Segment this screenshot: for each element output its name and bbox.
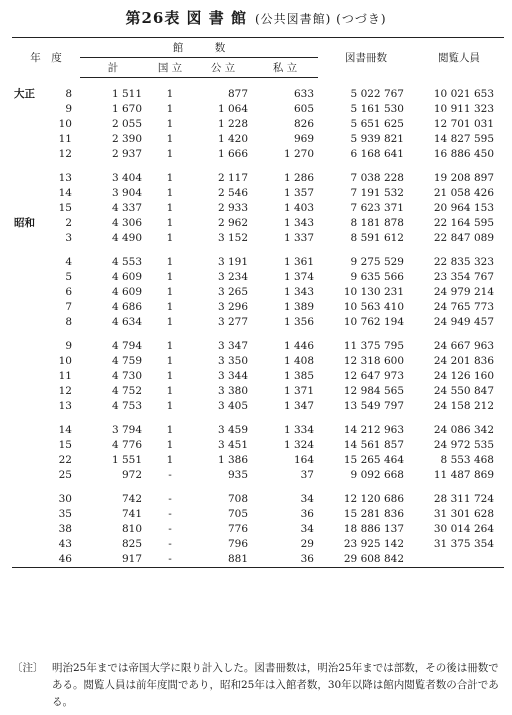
year-cell: 5 bbox=[65, 271, 72, 283]
era-cell bbox=[12, 147, 42, 162]
era-cell bbox=[12, 507, 42, 522]
table-row bbox=[12, 384, 504, 399]
era-cell bbox=[12, 117, 42, 132]
header-libraries: 館 数 bbox=[80, 38, 318, 58]
total-cell: 2 937 bbox=[111, 148, 142, 160]
era-cell bbox=[12, 270, 42, 285]
national-cell: 1 bbox=[166, 88, 174, 100]
year-cell: 4 bbox=[65, 256, 72, 268]
national-cell: - bbox=[168, 508, 172, 520]
national-cell: 1 bbox=[166, 271, 174, 283]
year-cell: 35 bbox=[58, 508, 72, 520]
readers-cell: 30 014 264 bbox=[433, 523, 494, 535]
public-cell: 3 234 bbox=[217, 271, 248, 283]
table-row bbox=[12, 201, 504, 216]
year-cell: 14 bbox=[58, 424, 72, 436]
era-cell bbox=[12, 171, 42, 186]
readers-cell: 8 553 468 bbox=[440, 454, 494, 466]
national-cell: 1 bbox=[166, 301, 174, 313]
total-cell: 972 bbox=[121, 469, 142, 481]
total-cell: 4 634 bbox=[111, 316, 142, 328]
public-cell: 3 296 bbox=[217, 301, 248, 313]
era-cell bbox=[12, 369, 42, 384]
readers-cell: 19 208 897 bbox=[433, 172, 494, 184]
era-cell bbox=[12, 285, 42, 300]
total-cell: 4 776 bbox=[111, 439, 142, 451]
year-cell: 15 bbox=[58, 439, 72, 451]
private-cell: 1 374 bbox=[283, 271, 314, 283]
national-cell: 1 bbox=[166, 355, 174, 367]
books-cell: 5 022 767 bbox=[350, 88, 404, 100]
year-cell: 22 bbox=[58, 454, 72, 466]
private-cell: 1 371 bbox=[283, 385, 314, 397]
public-cell: 3 265 bbox=[217, 286, 248, 298]
readers-cell: 16 886 450 bbox=[433, 148, 494, 160]
national-cell: 1 bbox=[166, 103, 174, 115]
total-cell: 2 390 bbox=[111, 133, 142, 145]
public-cell: 2 546 bbox=[217, 187, 248, 199]
year-cell: 13 bbox=[58, 172, 72, 184]
readers-cell: 22 164 595 bbox=[433, 217, 494, 229]
books-cell: 6 168 641 bbox=[350, 148, 404, 160]
national-cell: 1 bbox=[166, 286, 174, 298]
group-spacer bbox=[12, 483, 504, 492]
private-cell: 1 385 bbox=[283, 370, 314, 382]
books-cell: 11 375 795 bbox=[343, 340, 404, 352]
private-cell: 34 bbox=[300, 523, 314, 535]
public-cell: 3 451 bbox=[217, 439, 248, 451]
private-cell: 1 403 bbox=[283, 202, 314, 214]
total-cell: 810 bbox=[121, 523, 142, 535]
private-cell: 1 389 bbox=[283, 301, 314, 313]
table-row bbox=[12, 255, 504, 270]
books-cell: 5 651 625 bbox=[350, 118, 404, 130]
total-cell: 4 730 bbox=[111, 370, 142, 382]
year-cell: 9 bbox=[65, 340, 72, 352]
books-cell: 9 635 566 bbox=[350, 271, 404, 283]
era-cell bbox=[12, 201, 42, 216]
readers-cell: 20 964 153 bbox=[433, 202, 494, 214]
national-cell: 1 bbox=[166, 400, 174, 412]
private-cell: 34 bbox=[300, 493, 314, 505]
total-cell: 742 bbox=[121, 493, 142, 505]
year-cell: 46 bbox=[42, 552, 80, 568]
readers-cell: 24 201 836 bbox=[433, 355, 494, 367]
readers-cell: 24 972 535 bbox=[433, 439, 494, 451]
year-cell: 11 bbox=[58, 370, 72, 382]
total-cell: 4 337 bbox=[111, 202, 142, 214]
table-title bbox=[0, 7, 512, 28]
table-row bbox=[12, 285, 504, 300]
total-cell: 4 609 bbox=[111, 271, 142, 283]
public-cell: 877 bbox=[227, 88, 248, 100]
table-row bbox=[12, 537, 504, 552]
total-cell: 2 055 bbox=[111, 118, 142, 130]
private-cell: 1 270 bbox=[283, 148, 314, 160]
books-cell: 8 591 612 bbox=[350, 232, 404, 244]
readers-cell: 14 827 595 bbox=[433, 133, 494, 145]
era-cell bbox=[12, 399, 42, 414]
readers-cell: 28 311 724 bbox=[433, 493, 494, 505]
year-cell: 10 bbox=[58, 355, 72, 367]
era-cell bbox=[12, 492, 42, 507]
readers-cell: 24 765 773 bbox=[433, 301, 494, 313]
readers-cell: 24 158 212 bbox=[433, 400, 494, 412]
readers-cell: 11 487 869 bbox=[433, 469, 494, 481]
total-cell: 917 bbox=[80, 552, 146, 568]
public-cell: 1 420 bbox=[217, 133, 248, 145]
year-cell: 2 bbox=[65, 217, 72, 229]
national-cell: - bbox=[168, 538, 172, 550]
year-cell: 38 bbox=[58, 523, 72, 535]
year-cell: 12 bbox=[58, 148, 72, 160]
group-spacer bbox=[12, 162, 504, 171]
books-cell: 7 191 532 bbox=[350, 187, 404, 199]
era-cell: 大正 bbox=[14, 88, 35, 100]
era-cell bbox=[12, 300, 42, 315]
readers-cell: 10 021 653 bbox=[433, 88, 494, 100]
public-cell: 1 064 bbox=[217, 103, 248, 115]
private-cell: 1 356 bbox=[283, 316, 314, 328]
books-cell: 13 549 797 bbox=[343, 400, 404, 412]
total-cell: 4 306 bbox=[111, 217, 142, 229]
national-cell: 1 bbox=[166, 370, 174, 382]
readers-cell: 24 667 963 bbox=[433, 340, 494, 352]
books-cell: 5 161 530 bbox=[350, 103, 404, 115]
table-row bbox=[12, 132, 504, 147]
group-spacer bbox=[12, 414, 504, 423]
total-cell: 4 753 bbox=[111, 400, 142, 412]
readers-cell: 21 058 426 bbox=[433, 187, 494, 199]
national-cell: 1 bbox=[166, 385, 174, 397]
public-cell: 3 152 bbox=[217, 232, 248, 244]
table-row bbox=[12, 339, 504, 354]
table-row bbox=[12, 300, 504, 315]
year-cell: 10 bbox=[58, 118, 72, 130]
era-cell bbox=[12, 384, 42, 399]
header-total: 計 bbox=[80, 58, 146, 78]
era-cell bbox=[12, 537, 42, 552]
books-cell: 10 130 231 bbox=[343, 286, 404, 298]
national-cell: - bbox=[146, 552, 194, 568]
books-cell: 14 212 963 bbox=[343, 424, 404, 436]
private-cell: 36 bbox=[252, 552, 318, 568]
national-cell: - bbox=[168, 523, 172, 535]
public-cell: 2 117 bbox=[217, 172, 248, 184]
table-row bbox=[12, 423, 504, 438]
public-cell: 1 386 bbox=[217, 454, 248, 466]
public-cell: 3 405 bbox=[217, 400, 248, 412]
year-cell: 3 bbox=[65, 232, 72, 244]
private-cell: 1 324 bbox=[283, 439, 314, 451]
readers-cell: 22 835 323 bbox=[433, 256, 494, 268]
readers-cell: 23 354 767 bbox=[433, 271, 494, 283]
books-cell: 9 275 529 bbox=[350, 256, 404, 268]
private-cell: 1 343 bbox=[283, 286, 314, 298]
table-row bbox=[12, 102, 504, 117]
table-row bbox=[12, 507, 504, 522]
era-cell bbox=[12, 255, 42, 270]
public-cell: 796 bbox=[227, 538, 248, 550]
header-national: 国 立 bbox=[146, 58, 194, 78]
total-cell: 825 bbox=[121, 538, 142, 550]
national-cell: 1 bbox=[166, 439, 174, 451]
private-cell: 1 343 bbox=[283, 217, 314, 229]
books-cell: 12 318 600 bbox=[343, 355, 404, 367]
table-row bbox=[12, 231, 504, 246]
public-cell: 776 bbox=[227, 523, 248, 535]
year-cell: 9 bbox=[65, 103, 72, 115]
public-cell: 2 933 bbox=[217, 202, 248, 214]
readers-cell: 24 086 342 bbox=[433, 424, 494, 436]
national-cell: - bbox=[168, 493, 172, 505]
national-cell: 1 bbox=[166, 202, 174, 214]
year-cell: 8 bbox=[65, 88, 72, 100]
private-cell: 605 bbox=[293, 103, 314, 115]
books-cell: 8 181 878 bbox=[350, 217, 404, 229]
public-cell: 1 228 bbox=[217, 118, 248, 130]
table-row bbox=[12, 216, 504, 231]
era-cell bbox=[12, 438, 42, 453]
national-cell: 1 bbox=[166, 232, 174, 244]
era-cell bbox=[12, 354, 42, 369]
table-row bbox=[12, 453, 504, 468]
era-cell bbox=[12, 102, 42, 117]
era-cell bbox=[12, 186, 42, 201]
era-cell: 昭和 bbox=[14, 217, 35, 229]
books-cell: 7 038 228 bbox=[350, 172, 404, 184]
total-cell: 3 404 bbox=[111, 172, 142, 184]
books-cell: 12 120 686 bbox=[343, 493, 404, 505]
readers-cell: 31 375 354 bbox=[433, 538, 494, 550]
books-cell: 15 265 464 bbox=[343, 454, 404, 466]
readers-cell: 24 550 847 bbox=[433, 385, 494, 397]
national-cell: 1 bbox=[166, 424, 174, 436]
private-cell: 633 bbox=[293, 88, 314, 100]
total-cell: 741 bbox=[121, 508, 142, 520]
year-cell: 12 bbox=[58, 385, 72, 397]
books-cell: 9 092 668 bbox=[350, 469, 404, 481]
table-row bbox=[12, 87, 504, 102]
table-row bbox=[12, 369, 504, 384]
public-cell: 3 277 bbox=[217, 316, 248, 328]
year-cell: 25 bbox=[58, 469, 72, 481]
table-row bbox=[12, 171, 504, 186]
footnote-label: 〔注〕 bbox=[12, 662, 44, 674]
public-cell: 3 459 bbox=[217, 424, 248, 436]
total-cell: 1 551 bbox=[111, 454, 142, 466]
private-cell: 1 337 bbox=[283, 232, 314, 244]
year-cell: 6 bbox=[65, 286, 72, 298]
total-cell: 4 759 bbox=[111, 355, 142, 367]
table-row bbox=[12, 552, 504, 568]
private-cell: 1 446 bbox=[283, 340, 314, 352]
total-cell: 4 686 bbox=[111, 301, 142, 313]
library-statistics-table bbox=[12, 37, 504, 568]
readers-cell: 31 301 628 bbox=[433, 508, 494, 520]
books-cell: 29 608 842 bbox=[318, 552, 414, 568]
table-row bbox=[12, 147, 504, 162]
readers-cell: 24 979 214 bbox=[433, 286, 494, 298]
private-cell: 29 bbox=[300, 538, 314, 550]
total-cell: 4 490 bbox=[111, 232, 142, 244]
national-cell: 1 bbox=[166, 118, 174, 130]
table-row bbox=[12, 438, 504, 453]
total-cell: 4 794 bbox=[111, 340, 142, 352]
table-row bbox=[12, 315, 504, 330]
national-cell: 1 bbox=[166, 454, 174, 466]
footnote-text: 明治25年までは帝国大学に限り計入した。図書冊数は，明治25年までは部数，その後は冊数である。閲覧人員は前年度間であり，昭和25年は入館者数，30年以降は館内閲覧者数の合計である。 bbox=[52, 662, 499, 708]
header-readers: 閲覧人員 bbox=[414, 38, 504, 78]
national-cell: - bbox=[168, 469, 172, 481]
public-cell: 3 191 bbox=[217, 256, 248, 268]
year-cell: 11 bbox=[58, 133, 72, 145]
private-cell: 1 334 bbox=[283, 424, 314, 436]
table-title-sub: (公共図書館) (つづき) bbox=[255, 12, 387, 26]
group-spacer bbox=[12, 78, 504, 88]
group-spacer bbox=[12, 246, 504, 255]
public-cell: 3 344 bbox=[217, 370, 248, 382]
private-cell: 1 361 bbox=[283, 256, 314, 268]
books-cell: 10 563 410 bbox=[343, 301, 404, 313]
private-cell: 1 408 bbox=[283, 355, 314, 367]
readers-cell: 12 701 031 bbox=[433, 118, 494, 130]
national-cell: 1 bbox=[166, 256, 174, 268]
year-cell: 8 bbox=[65, 316, 72, 328]
table-row bbox=[12, 468, 504, 483]
total-cell: 1 511 bbox=[111, 88, 142, 100]
readers-cell: 10 911 323 bbox=[433, 103, 494, 115]
public-cell: 3 347 bbox=[217, 340, 248, 352]
readers-cell: 24 949 457 bbox=[433, 316, 494, 328]
books-cell: 5 939 821 bbox=[350, 133, 404, 145]
era-cell bbox=[12, 552, 42, 568]
private-cell: 826 bbox=[293, 118, 314, 130]
year-cell: 7 bbox=[65, 301, 72, 313]
total-cell: 4 752 bbox=[111, 385, 142, 397]
era-cell bbox=[12, 522, 42, 537]
header-year: 年 度 bbox=[12, 38, 80, 78]
total-cell: 4 553 bbox=[111, 256, 142, 268]
public-cell: 705 bbox=[227, 508, 248, 520]
national-cell: 1 bbox=[166, 148, 174, 160]
table-body bbox=[12, 78, 504, 568]
table-row bbox=[12, 399, 504, 414]
era-cell bbox=[12, 339, 42, 354]
total-cell: 3 904 bbox=[111, 187, 142, 199]
year-cell: 14 bbox=[58, 187, 72, 199]
books-cell: 14 561 857 bbox=[343, 439, 404, 451]
national-cell: 1 bbox=[166, 316, 174, 328]
national-cell: 1 bbox=[166, 217, 174, 229]
readers-cell: 22 847 089 bbox=[433, 232, 494, 244]
national-cell: 1 bbox=[166, 340, 174, 352]
public-cell: 708 bbox=[227, 493, 248, 505]
private-cell: 164 bbox=[293, 454, 314, 466]
table-row bbox=[12, 522, 504, 537]
group-spacer bbox=[12, 330, 504, 339]
books-cell: 23 925 142 bbox=[343, 538, 404, 550]
year-cell: 43 bbox=[58, 538, 72, 550]
era-cell bbox=[12, 132, 42, 147]
public-cell: 935 bbox=[227, 469, 248, 481]
public-cell: 3 380 bbox=[217, 385, 248, 397]
year-cell: 13 bbox=[58, 400, 72, 412]
table-header bbox=[12, 38, 504, 78]
public-cell: 3 350 bbox=[217, 355, 248, 367]
readers-cell: 24 126 160 bbox=[433, 370, 494, 382]
table-row bbox=[12, 492, 504, 507]
public-cell: 2 962 bbox=[217, 217, 248, 229]
table-row bbox=[12, 117, 504, 132]
private-cell: 1 286 bbox=[283, 172, 314, 184]
year-cell: 30 bbox=[58, 493, 72, 505]
national-cell: 1 bbox=[166, 133, 174, 145]
private-cell: 37 bbox=[300, 469, 314, 481]
era-cell bbox=[12, 453, 42, 468]
total-cell: 3 794 bbox=[111, 424, 142, 436]
era-cell bbox=[12, 468, 42, 483]
books-cell: 18 886 137 bbox=[343, 523, 404, 535]
private-cell: 969 bbox=[293, 133, 314, 145]
private-cell: 1 357 bbox=[283, 187, 314, 199]
era-cell bbox=[12, 231, 42, 246]
books-cell: 10 762 194 bbox=[343, 316, 404, 328]
books-cell: 12 647 973 bbox=[343, 370, 404, 382]
total-cell: 4 609 bbox=[111, 286, 142, 298]
era-cell bbox=[12, 423, 42, 438]
table-title-main: 第26表 図 書 館 bbox=[125, 9, 247, 27]
header-private: 私 立 bbox=[252, 58, 318, 78]
private-cell: 36 bbox=[300, 508, 314, 520]
table-row bbox=[12, 270, 504, 285]
public-cell: 881 bbox=[194, 552, 252, 568]
footnote bbox=[12, 660, 502, 711]
table-row bbox=[12, 186, 504, 201]
books-cell: 15 281 836 bbox=[343, 508, 404, 520]
national-cell: 1 bbox=[166, 187, 174, 199]
books-cell: 7 623 371 bbox=[350, 202, 404, 214]
header-public: 公 立 bbox=[194, 58, 252, 78]
readers-cell bbox=[414, 552, 504, 568]
year-cell: 15 bbox=[58, 202, 72, 214]
national-cell: 1 bbox=[166, 172, 174, 184]
era-cell bbox=[12, 315, 42, 330]
private-cell: 1 347 bbox=[283, 400, 314, 412]
public-cell: 1 666 bbox=[217, 148, 248, 160]
header-books: 図書冊数 bbox=[318, 38, 414, 78]
total-cell: 1 670 bbox=[111, 103, 142, 115]
table-row bbox=[12, 354, 504, 369]
books-cell: 12 984 565 bbox=[343, 385, 404, 397]
